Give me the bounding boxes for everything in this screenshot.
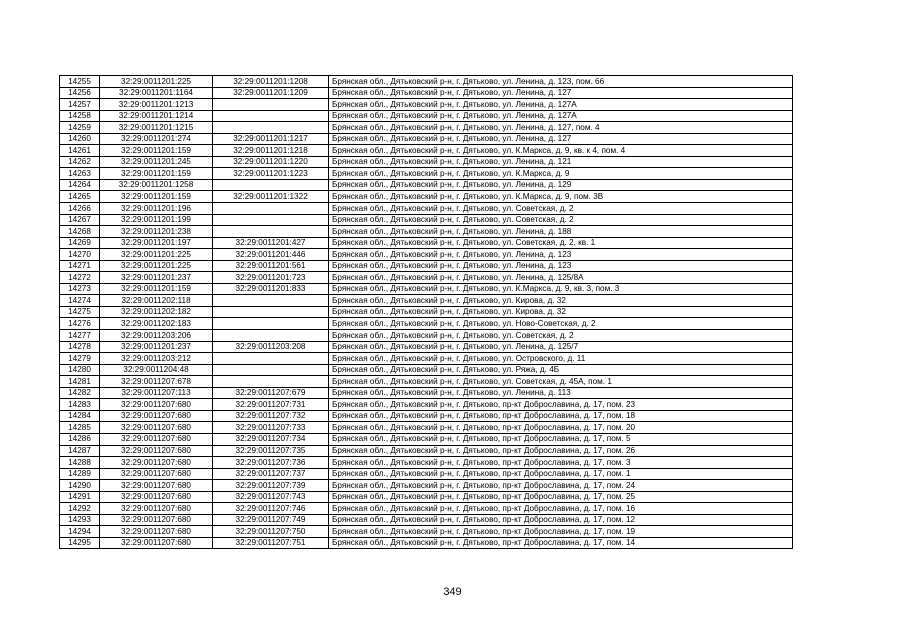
object-cadastral-number-cell: 32:29:0011201:1322 <box>213 191 329 203</box>
object-cadastral-number-cell: 32:29:0011201:1217 <box>213 133 329 145</box>
cadastral-number-cell: 32:29:0011201:1213 <box>100 99 213 111</box>
table-row <box>60 99 793 111</box>
address-cell: Брянская обл., Дятьковский р-н, г. Дятьково, ул. К.Маркса, д. 9 <box>329 168 793 180</box>
address-cell: Брянская обл., Дятьковский р-н, г. Дятьково, ул. Ленина, д. 127А <box>329 110 793 122</box>
cadastral-number-cell: 32:29:0011207:680 <box>100 526 213 538</box>
object-cadastral-number-cell <box>213 110 329 122</box>
table-row <box>60 260 793 272</box>
address-cell: Брянская обл., Дятьковский р-н, г. Дятьково, ул. К.Маркса, д. 9, кв. 3, пом. 3 <box>329 283 793 295</box>
address-cell: Брянская обл., Дятьковский р-н, г. Дятьково, пр-кт Доброславина, д. 17, пом. 12 <box>329 514 793 526</box>
table-row <box>60 364 793 376</box>
object-cadastral-number-cell: 32:29:0011207:751 <box>213 537 329 549</box>
table-row <box>60 503 793 515</box>
table-row <box>60 110 793 122</box>
table-row <box>60 480 793 492</box>
table-row <box>60 318 793 330</box>
address-cell: Брянская обл., Дятьковский р-н, г. Дятьково, ул. Советская, д. 45А, пом. 1 <box>329 376 793 388</box>
row-number-cell: 14280 <box>60 364 100 376</box>
object-cadastral-number-cell <box>213 214 329 226</box>
address-cell: Брянская обл., Дятьковский р-н, г. Дятьково, пр-кт Доброславина, д. 17, пом. 16 <box>329 503 793 515</box>
table-row <box>60 376 793 388</box>
table-row <box>60 226 793 238</box>
row-number-cell: 14271 <box>60 260 100 272</box>
row-number-cell: 14294 <box>60 526 100 538</box>
row-number-cell: 14279 <box>60 353 100 365</box>
object-cadastral-number-cell: 32:29:0011201:833 <box>213 283 329 295</box>
address-cell: Брянская обл., Дятьковский р-н, г. Дятьково, ул. Ленина, д. 188 <box>329 226 793 238</box>
object-cadastral-number-cell: 32:29:0011207:679 <box>213 387 329 399</box>
table-row <box>60 179 793 191</box>
object-cadastral-number-cell <box>213 226 329 238</box>
row-number-cell: 14289 <box>60 468 100 480</box>
row-number-cell: 14268 <box>60 226 100 238</box>
registry-table <box>59 75 793 549</box>
row-number-cell: 14258 <box>60 110 100 122</box>
address-cell: Брянская обл., Дятьковский р-н, г. Дятьково, ул. Ряжа, д. 4Б <box>329 364 793 376</box>
address-cell: Брянская обл., Дятьковский р-н, г. Дятьково, ул. Ленина, д. 127 <box>329 133 793 145</box>
address-cell: Брянская обл., Дятьковский р-н, г. Дятьково, ул. К.Маркса, д. 9, кв. к 4, пом. 4 <box>329 145 793 157</box>
row-number-cell: 14265 <box>60 191 100 203</box>
cadastral-number-cell: 32:29:0011207:680 <box>100 445 213 457</box>
row-number-cell: 14282 <box>60 387 100 399</box>
object-cadastral-number-cell <box>213 353 329 365</box>
address-cell: Брянская обл., Дятьковский р-н, г. Дятьково, ул. Ленина, д. 127 <box>329 87 793 99</box>
address-cell: Брянская обл., Дятьковский р-н, г. Дятьково, ул. Ленина, д. 123, пом. 66 <box>329 76 793 88</box>
row-number-cell: 14259 <box>60 122 100 134</box>
cadastral-number-cell: 32:29:0011201:245 <box>100 156 213 168</box>
address-cell: Брянская обл., Дятьковский р-н, г. Дятьково, ул. Советская, д. 2, кв. 1 <box>329 237 793 249</box>
address-cell: Брянская обл., Дятьковский р-н, г. Дятьково, ул. Ленина, д. 121 <box>329 156 793 168</box>
address-cell: Брянская обл., Дятьковский р-н, г. Дятьково, ул. Ленина, д. 127А <box>329 99 793 111</box>
address-cell: Брянская обл., Дятьковский р-н, г. Дятьково, ул. Кирова, д. 32 <box>329 295 793 307</box>
address-cell: Брянская обл., Дятьковский р-н, г. Дятьково, ул. Советская, д. 2 <box>329 330 793 342</box>
row-number-cell: 14293 <box>60 514 100 526</box>
row-number-cell: 14284 <box>60 410 100 422</box>
table-row <box>60 168 793 180</box>
table-row <box>60 283 793 295</box>
row-number-cell: 14275 <box>60 306 100 318</box>
table-row <box>60 295 793 307</box>
object-cadastral-number-cell: 32:29:0011207:746 <box>213 503 329 515</box>
cadastral-number-cell: 32:29:0011201:199 <box>100 214 213 226</box>
object-cadastral-number-cell: 32:29:0011207:736 <box>213 457 329 469</box>
cadastral-number-cell: 32:29:0011201:225 <box>100 249 213 261</box>
address-cell: Брянская обл., Дятьковский р-н, г. Дятьково, пр-кт Доброславина, д. 17, пом. 5 <box>329 433 793 445</box>
row-number-cell: 14257 <box>60 99 100 111</box>
object-cadastral-number-cell: 32:29:0011201:1209 <box>213 87 329 99</box>
cadastral-number-cell: 32:29:0011207:680 <box>100 503 213 515</box>
address-cell: Брянская обл., Дятьковский р-н, г. Дятьково, ул. Ленина, д. 125/8А <box>329 272 793 284</box>
address-cell: Брянская обл., Дятьковский р-н, г. Дятьково, ул. Ленина, д. 129 <box>329 179 793 191</box>
row-number-cell: 14266 <box>60 203 100 215</box>
row-number-cell: 14256 <box>60 87 100 99</box>
table-row <box>60 272 793 284</box>
object-cadastral-number-cell <box>213 179 329 191</box>
address-cell: Брянская обл., Дятьковский р-н, г. Дятьково, ул. Кирова, д. 32 <box>329 306 793 318</box>
object-cadastral-number-cell: 32:29:0011207:731 <box>213 399 329 411</box>
table-row <box>60 133 793 145</box>
page-number: 349 <box>443 586 462 598</box>
object-cadastral-number-cell <box>213 295 329 307</box>
address-cell: Брянская обл., Дятьковский р-н, г. Дятьково, ул. К.Маркса, д. 9, пом. 3В <box>329 191 793 203</box>
table-row <box>60 468 793 480</box>
cadastral-number-cell: 32:29:0011207:680 <box>100 514 213 526</box>
table-row <box>60 353 793 365</box>
row-number-cell: 14262 <box>60 156 100 168</box>
cadastral-number-cell: 32:29:0011201:197 <box>100 237 213 249</box>
address-cell: Брянская обл., Дятьковский р-н, г. Дятьково, пр-кт Доброславина, д. 17, пом. 19 <box>329 526 793 538</box>
table-row <box>60 514 793 526</box>
row-number-cell: 14278 <box>60 341 100 353</box>
object-cadastral-number-cell <box>213 99 329 111</box>
cadastral-number-cell: 32:29:0011201:225 <box>100 76 213 88</box>
cadastral-number-cell: 32:29:0011201:159 <box>100 145 213 157</box>
cadastral-number-cell: 32:29:0011201:159 <box>100 191 213 203</box>
cadastral-number-cell: 32:29:0011202:182 <box>100 306 213 318</box>
table-row <box>60 457 793 469</box>
object-cadastral-number-cell: 32:29:0011201:723 <box>213 272 329 284</box>
address-cell: Брянская обл., Дятьковский р-н, г. Дятьково, пр-кт Доброславина, д. 17, пом. 18 <box>329 410 793 422</box>
address-cell: Брянская обл., Дятьковский р-н, г. Дятьково, ул. Советская, д. 2 <box>329 214 793 226</box>
row-number-cell: 14290 <box>60 480 100 492</box>
table-row <box>60 341 793 353</box>
cadastral-number-cell: 32:29:0011201:1215 <box>100 122 213 134</box>
row-number-cell: 14255 <box>60 76 100 88</box>
row-number-cell: 14285 <box>60 422 100 434</box>
cadastral-number-cell: 32:29:0011201:1258 <box>100 179 213 191</box>
table-row <box>60 237 793 249</box>
row-number-cell: 14287 <box>60 445 100 457</box>
row-number-cell: 14288 <box>60 457 100 469</box>
address-cell: Брянская обл., Дятьковский р-н, г. Дятьково, пр-кт Доброславина, д. 17, пом. 23 <box>329 399 793 411</box>
cadastral-number-cell: 32:29:0011207:680 <box>100 457 213 469</box>
row-number-cell: 14292 <box>60 503 100 515</box>
address-cell: Брянская обл., Дятьковский р-н, г. Дятьково, пр-кт Доброславина, д. 17, пом. 20 <box>329 422 793 434</box>
table-row <box>60 491 793 503</box>
table-row <box>60 445 793 457</box>
address-cell: Брянская обл., Дятьковский р-н, г. Дятьково, ул. Ленина, д. 113 <box>329 387 793 399</box>
object-cadastral-number-cell <box>213 364 329 376</box>
cadastral-number-cell: 32:29:0011207:678 <box>100 376 213 388</box>
table-row <box>60 306 793 318</box>
cadastral-number-cell: 32:29:0011202:183 <box>100 318 213 330</box>
cadastral-number-cell: 32:29:0011203:206 <box>100 330 213 342</box>
cadastral-number-cell: 32:29:0011201:1214 <box>100 110 213 122</box>
object-cadastral-number-cell: 32:29:0011203:208 <box>213 341 329 353</box>
object-cadastral-number-cell: 32:29:0011207:737 <box>213 468 329 480</box>
table-row <box>60 249 793 261</box>
table-row <box>60 156 793 168</box>
object-cadastral-number-cell <box>213 376 329 388</box>
object-cadastral-number-cell: 32:29:0011207:732 <box>213 410 329 422</box>
table-row <box>60 537 793 549</box>
cadastral-number-cell: 32:29:0011207:680 <box>100 399 213 411</box>
table-row <box>60 214 793 226</box>
cadastral-number-cell: 32:29:0011207:680 <box>100 422 213 434</box>
row-number-cell: 14277 <box>60 330 100 342</box>
address-cell: Брянская обл., Дятьковский р-н, г. Дятьково, пр-кт Доброславина, д. 17, пом. 3 <box>329 457 793 469</box>
object-cadastral-number-cell: 32:29:0011207:750 <box>213 526 329 538</box>
row-number-cell: 14283 <box>60 399 100 411</box>
address-cell: Брянская обл., Дятьковский р-н, г. Дятьково, ул. Ленина, д. 125/7 <box>329 341 793 353</box>
row-number-cell: 14269 <box>60 237 100 249</box>
row-number-cell: 14274 <box>60 295 100 307</box>
table-row <box>60 191 793 203</box>
object-cadastral-number-cell <box>213 330 329 342</box>
object-cadastral-number-cell: 32:29:0011207:743 <box>213 491 329 503</box>
table-row <box>60 76 793 88</box>
table-row <box>60 87 793 99</box>
object-cadastral-number-cell <box>213 306 329 318</box>
table-row <box>60 422 793 434</box>
address-cell: Брянская обл., Дятьковский р-н, г. Дятьково, ул. Советская, д. 2 <box>329 203 793 215</box>
cadastral-number-cell: 32:29:0011204:48 <box>100 364 213 376</box>
address-cell: Брянская обл., Дятьковский р-н, г. Дятьково, ул. Ленина, д. 123 <box>329 249 793 261</box>
object-cadastral-number-cell: 32:29:0011201:1208 <box>213 76 329 88</box>
table-row <box>60 203 793 215</box>
object-cadastral-number-cell: 32:29:0011201:1220 <box>213 156 329 168</box>
cadastral-number-cell: 32:29:0011201:237 <box>100 341 213 353</box>
address-cell: Брянская обл., Дятьковский р-н, г. Дятьково, ул. Ново-Советская, д. 2 <box>329 318 793 330</box>
address-cell: Брянская обл., Дятьковский р-н, г. Дятьково, пр-кт Доброславина, д. 17, пом. 1 <box>329 468 793 480</box>
row-number-cell: 14295 <box>60 537 100 549</box>
cadastral-number-cell: 32:29:0011207:680 <box>100 480 213 492</box>
cadastral-number-cell: 32:29:0011201:237 <box>100 272 213 284</box>
cadastral-number-cell: 32:29:0011201:238 <box>100 226 213 238</box>
object-cadastral-number-cell: 32:29:0011201:561 <box>213 260 329 272</box>
object-cadastral-number-cell: 32:29:0011207:739 <box>213 480 329 492</box>
row-number-cell: 14291 <box>60 491 100 503</box>
cadastral-number-cell: 32:29:0011201:225 <box>100 260 213 272</box>
row-number-cell: 14286 <box>60 433 100 445</box>
row-number-cell: 14281 <box>60 376 100 388</box>
row-number-cell: 14276 <box>60 318 100 330</box>
cadastral-number-cell: 32:29:0011201:196 <box>100 203 213 215</box>
object-cadastral-number-cell: 32:29:0011201:427 <box>213 237 329 249</box>
object-cadastral-number-cell <box>213 203 329 215</box>
table-row <box>60 387 793 399</box>
address-cell: Брянская обл., Дятьковский р-н, г. Дятьково, ул. Ленина, д. 127, пом. 4 <box>329 122 793 134</box>
object-cadastral-number-cell: 32:29:0011201:1223 <box>213 168 329 180</box>
table-row <box>60 122 793 134</box>
table-row <box>60 433 793 445</box>
address-cell: Брянская обл., Дятьковский р-н, г. Дятьково, ул. Ленина, д. 123 <box>329 260 793 272</box>
address-cell: Брянская обл., Дятьковский р-н, г. Дятьково, пр-кт Доброславина, д. 17, пом. 14 <box>329 537 793 549</box>
row-number-cell: 14261 <box>60 145 100 157</box>
registry-table-body <box>60 76 793 549</box>
cadastral-number-cell: 32:29:0011207:680 <box>100 491 213 503</box>
table-row <box>60 399 793 411</box>
cadastral-number-cell: 32:29:0011207:113 <box>100 387 213 399</box>
object-cadastral-number-cell: 32:29:0011201:1218 <box>213 145 329 157</box>
row-number-cell: 14270 <box>60 249 100 261</box>
table-row <box>60 330 793 342</box>
cadastral-number-cell: 32:29:0011202:118 <box>100 295 213 307</box>
row-number-cell: 14273 <box>60 283 100 295</box>
row-number-cell: 14264 <box>60 179 100 191</box>
object-cadastral-number-cell: 32:29:0011207:749 <box>213 514 329 526</box>
cadastral-number-cell: 32:29:0011201:1164 <box>100 87 213 99</box>
object-cadastral-number-cell: 32:29:0011207:734 <box>213 433 329 445</box>
cadastral-number-cell: 32:29:0011201:159 <box>100 283 213 295</box>
address-cell: Брянская обл., Дятьковский р-н, г. Дятьково, ул. Островского, д. 11 <box>329 353 793 365</box>
row-number-cell: 14263 <box>60 168 100 180</box>
address-cell: Брянская обл., Дятьковский р-н, г. Дятьково, пр-кт Доброславина, д. 17, пом. 25 <box>329 491 793 503</box>
cadastral-number-cell: 32:29:0011207:680 <box>100 537 213 549</box>
object-cadastral-number-cell: 32:29:0011201:446 <box>213 249 329 261</box>
cadastral-number-cell: 32:29:0011201:159 <box>100 168 213 180</box>
cadastral-number-cell: 32:29:0011207:680 <box>100 410 213 422</box>
table-row <box>60 410 793 422</box>
table-row <box>60 145 793 157</box>
cadastral-number-cell: 32:29:0011207:680 <box>100 468 213 480</box>
object-cadastral-number-cell: 32:29:0011207:733 <box>213 422 329 434</box>
cadastral-number-cell: 32:29:0011207:680 <box>100 433 213 445</box>
address-cell: Брянская обл., Дятьковский р-н, г. Дятьково, пр-кт Доброславина, д. 17, пом. 26 <box>329 445 793 457</box>
address-cell: Брянская обл., Дятьковский р-н, г. Дятьково, пр-кт Доброславина, д. 17, пом. 24 <box>329 480 793 492</box>
row-number-cell: 14272 <box>60 272 100 284</box>
object-cadastral-number-cell <box>213 122 329 134</box>
row-number-cell: 14260 <box>60 133 100 145</box>
object-cadastral-number-cell: 32:29:0011207:735 <box>213 445 329 457</box>
row-number-cell: 14267 <box>60 214 100 226</box>
cadastral-number-cell: 32:29:0011203:212 <box>100 353 213 365</box>
cadastral-number-cell: 32:29:0011201:274 <box>100 133 213 145</box>
object-cadastral-number-cell <box>213 318 329 330</box>
table-row <box>60 526 793 538</box>
